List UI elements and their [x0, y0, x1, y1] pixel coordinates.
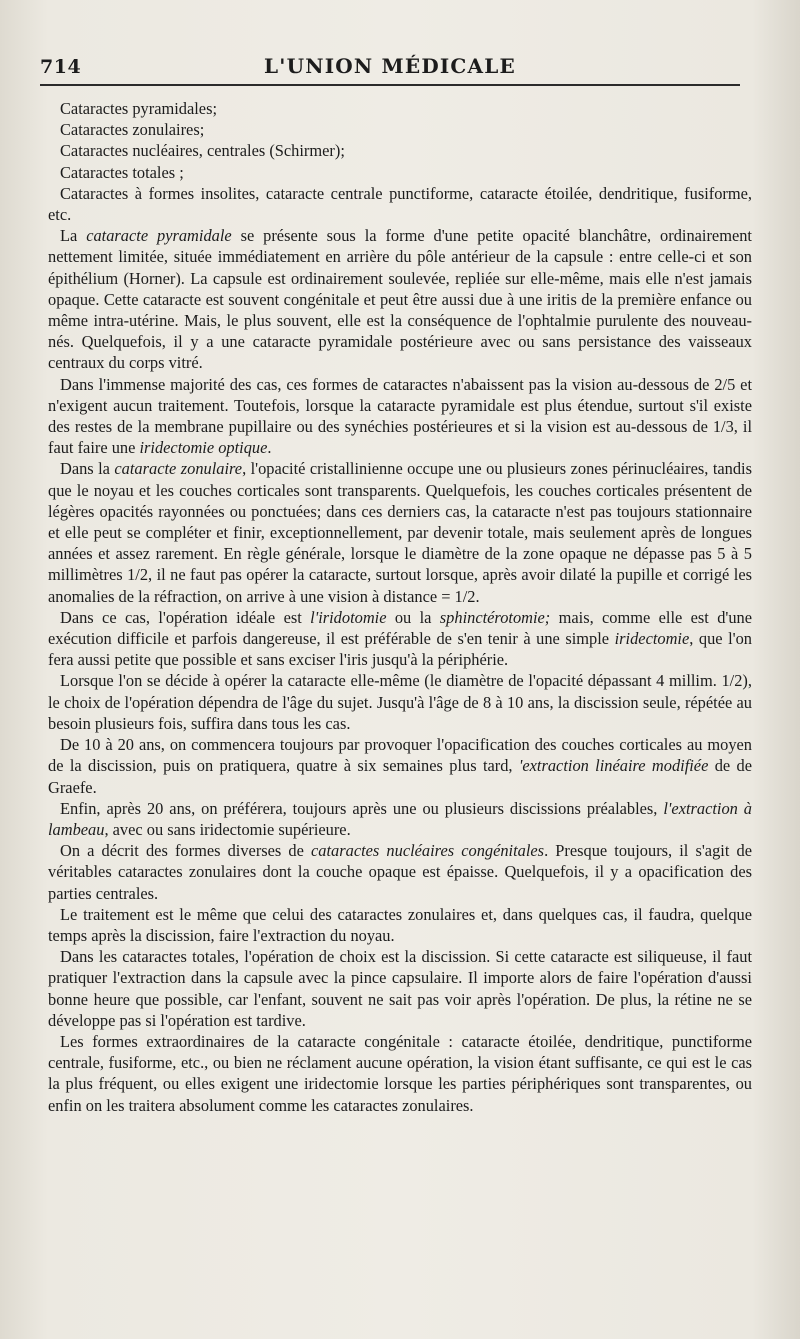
page-number: 714 — [40, 56, 82, 78]
text-run: Cataractes totales ; — [60, 162, 184, 182]
text-run: Enfin, après 20 ans, on préférera, toujours après une ou plusieurs discissions préalables, — [60, 798, 664, 818]
text-run: Les formes extraordinaires de la cataracte congénitale : cataracte étoilée, dendritique, punctiforme centrale, fusiforme, etc., ou bien ne réclament aucune opération, la vision étant suffisante, ce qui est le cas la plus fréquent, ou elles exigent une iridectomie lorsque les parties périphériques sont transparentes, ou enfin on les traitera absolument comme les cataractes zonulaires. — [48, 1031, 752, 1115]
text-run: , avec ou sans iridectomie supérieure. — [104, 819, 351, 839]
text-run: Cataractes à formes insolites, cataracte centrale punctiforme, cataracte étoilée, dendritique, fusiforme, etc. — [48, 183, 752, 225]
text-run: Dans l'immense majorité des cas, ces formes de cataractes n'abaissent pas la vision au-dessous de 2/5 et n'exigent aucun traitement. Toutefois, lorsque la cataracte pyramidale est plus étendue, surtout s'il existe des restes de la membrane pupillaire ou des synéchies postérieures et si la vision est au-dessous de 1/3, il faut faire une — [48, 374, 752, 458]
italic-term: cataracte pyramidale — [86, 226, 232, 246]
list-line — [48, 162, 752, 183]
text-run: Cataractes pyramidales; — [60, 99, 218, 118]
text-run: Cataractes nucléaires, centrales (Schirmer); — [60, 141, 345, 161]
paragraph — [48, 1031, 752, 1116]
paragraph — [48, 904, 752, 946]
text-run: mais, comme elle est d'une exécution difficile et parfois dangereuse, il est préférable de s'en tenir à une simple — [48, 607, 753, 649]
running-title: L'UNION MÉDICALE — [264, 54, 516, 78]
article-body — [48, 98, 752, 1116]
paragraph — [48, 374, 752, 459]
italic-term: 'extraction linéaire modifiée — [518, 756, 709, 776]
italic-term: iridectomie optique — [139, 438, 268, 458]
paragraph — [48, 225, 752, 373]
list-line — [48, 98, 752, 119]
italic-term: l'extraction à lambeau — [48, 798, 753, 839]
text-run: se présente sous la forme d'une petite opacité blanchâtre, ordinairement nettement limitée, située immédiatement en arrière du pôle antérieur de la capsule : entre celle-ci et son épithélium (Horner). La capsule est ordinairement soulevée, repliée sur elle-même, mais elle n'est jamais opaque. Cette cataracte est souvent congénitale et peut être aussi due à une iritis de la première enfance ou même intra-utérine. Mais, le plus souvent, elle est la conséquence de l'ophtalmie purulente des nouveau-nés. Quelquefois, il y a une cataracte pyramidale postérieure avec ou sans persistance des vaisseaux centraux du corps vitré. — [48, 226, 752, 373]
paragraph — [48, 798, 752, 840]
text-run: Dans la — [60, 459, 115, 479]
paragraph — [48, 734, 752, 798]
italic-term: cataracte zonulaire — [114, 459, 243, 479]
text-run: Dans ce cas, l'opération idéale est — [60, 607, 311, 627]
text-run: On a décrit des formes diverses de — [60, 841, 312, 861]
paragraph — [48, 607, 752, 671]
text-run: Dans les cataractes totales, l'opération de choix est la discission. Si cette cataracte est siliqueuse, il faut pratiquer l'extraction dans la capsule avec la pince capsulaire. Il importe alors de faire l'opération d'aussi bonne heure que possible, car l'enfant, souvent ne sait pas voir après l'opération. De plus, la rétine ne se développe pas si l'opération est tardive. — [48, 947, 752, 1030]
text-run: . Presque toujours, il s'agit de véritables cataractes zonulaires dont la couche opaque est épaisse. Quelquefois, il y a opacification des parties centrales. — [48, 841, 752, 903]
paragraph — [48, 670, 752, 734]
text-run: Cataractes zonulaires; — [60, 120, 205, 140]
page-header — [40, 52, 740, 86]
text-run: De 10 à 20 ans, on commencera toujours par provoquer l'opacification des couches corticales au moyen de la discission, puis on pratiquera, quatre à six semaines plus tard, — [48, 735, 752, 776]
text-run: ou la — [386, 607, 440, 627]
paragraph — [48, 458, 752, 606]
paragraph — [48, 840, 752, 904]
italic-term: l'iridotomie — [310, 607, 387, 627]
text-run: Le traitement est le même que celui des cataractes zonulaires et, dans quelques cas, il faudra, quelque temps après la discission, faire l'extraction du noyau. — [48, 904, 752, 945]
list-line — [48, 140, 752, 161]
text-run: Lorsque l'on se décide à opérer la cataracte elle-même (le diamètre de l'opacité dépassant 4 millim. 1/2), le choix de l'opération dépendra de l'âge du sujet. Jusqu'à l'âge de 8 à 10 ans, la discission seule, répétée au besoin plusieurs fois, suffira dans tous les cas. — [48, 671, 752, 733]
italic-term: sphinctérotomie; — [439, 607, 551, 627]
paragraph — [48, 183, 752, 225]
text-run: La — [60, 226, 87, 246]
text-run: , l'opacité cristallinienne occupe une ou plusieurs zones périnucléaires, tandis que le noyau et les couches corticales sont transparents. Quelquefois, les couches corticales présentent de légères opacités rayonnées ou ponctuées; dans ces derniers cas, la cataracte n'est pas toujours stationnaire et elle peut se compléter et finir, exceptionnellement, par devenir totale, mais seulement après de longues années et assez rarement. En règle générale, lorsque le diamètre de la zone opaque ne dépasse pas 5 à 5 millimètres 1/2, il ne faut pas opérer la cataracte, surtout lorsque, après avoir dilaté la pupille et corrigé les anomalies de la réfraction, on arrive à une vision à distance = 1/2. — [48, 459, 752, 606]
list-line — [48, 119, 752, 140]
italic-term: cataractes nucléaires congénitales — [311, 841, 545, 861]
text-run: de de Graefe. — [48, 756, 753, 797]
italic-term: iridectomie — [614, 629, 690, 649]
paragraph — [48, 946, 752, 1031]
text-run: , que l'on fera aussi petite que possible et sans exciser l'iris jusqu'à la périphérie. — [48, 629, 752, 670]
text-run: . — [267, 438, 272, 458]
